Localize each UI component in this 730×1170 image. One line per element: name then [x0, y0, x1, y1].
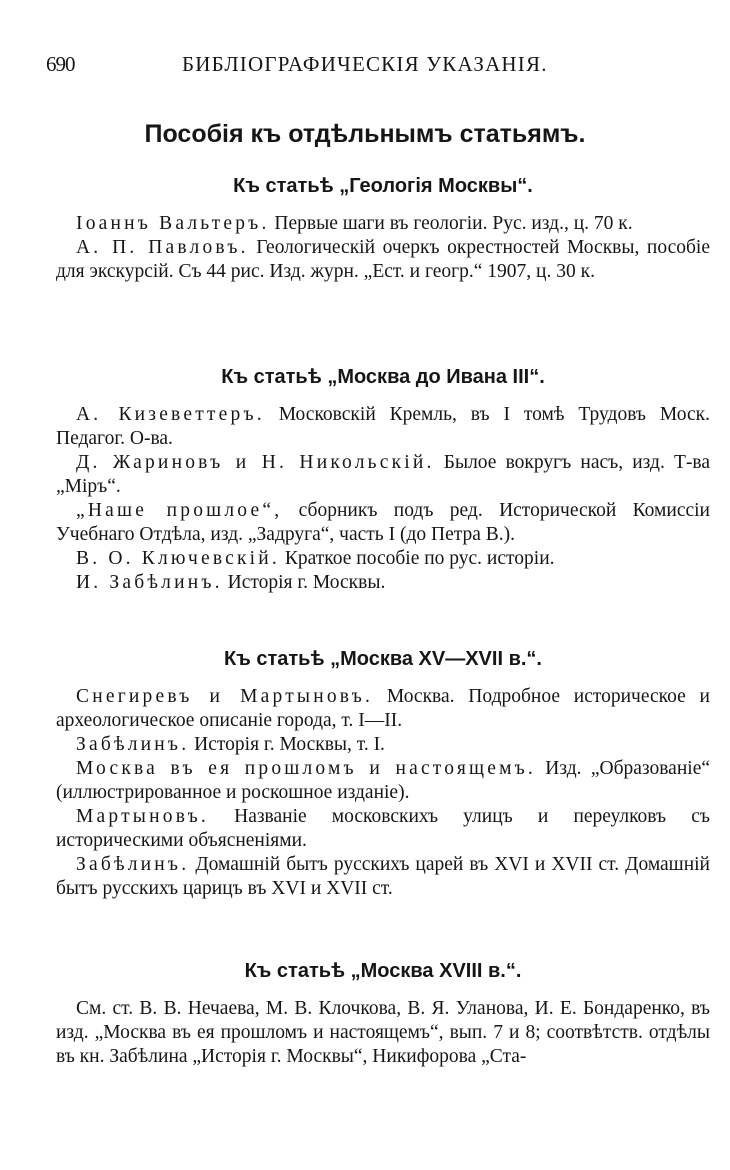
- entry-author: Забѣлинъ.: [76, 854, 190, 875]
- bib-entry: [56, 403, 710, 451]
- bib-entry: [56, 805, 710, 853]
- bib-entry: [56, 571, 710, 595]
- entry-author: Іоаннъ Вальтеръ.: [76, 213, 270, 234]
- entry-text: См. ст. В. В. Нечаева, М. В. Клочкова, В. Я. Уланова, И. Е. Бондаренко, въ изд. „Москва въ ея прошломъ и настоящемъ“, вып. 7 и 8; соотвѣтств. отдѣлы въ кн. Забѣлина „Исторія г. Москвы“, Никифорова „Ста-: [56, 998, 710, 1067]
- section-title: Къ статьѣ „Геологія Москвы“.: [233, 175, 533, 197]
- bib-entry: [56, 757, 710, 805]
- bib-entry: [56, 685, 710, 733]
- section-title: Къ статьѣ „Москва XVIII в.“.: [244, 960, 522, 982]
- entry-author: А. П. Павловъ.: [76, 237, 249, 258]
- running-title: БИБЛIОГРАФИЧЕСКIЯ УКАЗАНIЯ.: [182, 52, 548, 76]
- bib-entry: [56, 547, 710, 571]
- entry-author: Д. Жариновъ и Н. Никольскій.: [76, 452, 435, 473]
- bib-entry: [56, 733, 710, 757]
- bib-entry: [56, 236, 710, 284]
- entry-text: Былое вокругъ насъ, изд. Т-ва „Міръ“.: [56, 452, 710, 497]
- main-title: Пособія къ отдѣльнымъ статьямъ.: [144, 120, 586, 148]
- page-header: [0, 52, 730, 82]
- section-moscow-18: [56, 960, 710, 1069]
- entry-text: Названіе московскихъ улицъ и переулковъ съ историческими объясненіями.: [56, 806, 710, 851]
- section-title: Къ статьѣ „Москва XV—XVII в.“.: [224, 648, 542, 670]
- entry-text: Домашній бытъ русскихъ царей въ XVI и XVII ст. Домашній бытъ русскихъ царицъ въ XVI и XVII ст.: [56, 854, 710, 899]
- bib-entry: [56, 451, 710, 499]
- entry-author: Мартыновъ.: [76, 806, 209, 827]
- section-moscow-15-17: [56, 648, 710, 901]
- section-moscow-to-ivan: [56, 366, 710, 595]
- entry-author: Забѣлинъ.: [76, 734, 190, 755]
- entry-text: Москва. Подробное историческое и археологическое описаніе города, т. I—II.: [56, 686, 710, 731]
- entry-text: Изд. „Образованіе“ (иллюстрированное и роскошное изданіе).: [56, 758, 710, 803]
- entry-author: И. Забѣлинъ.: [76, 572, 223, 593]
- entry-text: сборникъ подъ ред. Исторической Комиссіи Учебнаго Отдѣла, изд. „Задруга“, часть I (до Петра В.).: [56, 500, 710, 545]
- section-geology: [56, 175, 710, 284]
- section-title: Къ статьѣ „Москва до Ивана III“.: [221, 366, 545, 388]
- entry-text: Московскій Кремль, въ I томѣ Трудовъ Моск. Педагог. О-ва.: [56, 404, 710, 449]
- entry-text: Исторія г. Москвы.: [222, 572, 386, 593]
- entry-text: Первые шаги въ геологіи. Рус. изд., ц. 70 к.: [269, 213, 633, 234]
- bib-entry: [56, 997, 710, 1069]
- entry-author: В. О. Ключевскій.: [76, 548, 280, 569]
- bib-entry: [56, 853, 710, 901]
- entry-text: Краткое пособіе по рус. исторіи.: [279, 548, 555, 569]
- page-number: 690: [46, 52, 75, 76]
- bib-entry: [56, 499, 710, 547]
- entry-author: А. Кизеветтеръ.: [76, 404, 265, 425]
- entry-author: Снегиревъ и Мартыновъ.: [76, 686, 374, 707]
- entry-author: Москва въ ея прошломъ и настоящемъ.: [76, 758, 536, 779]
- entry-text: Геологическій очеркъ окрестностей Москвы, пособіе для экскурсій. Съ 44 рис. Изд. журн. „Ест. и геогр.“ 1907, ц. 30 к.: [56, 237, 710, 282]
- bib-entry: [56, 212, 710, 236]
- entry-author: „Наше прошлое“,: [76, 500, 283, 521]
- entry-text: Исторія г. Москвы, т. I.: [189, 734, 385, 755]
